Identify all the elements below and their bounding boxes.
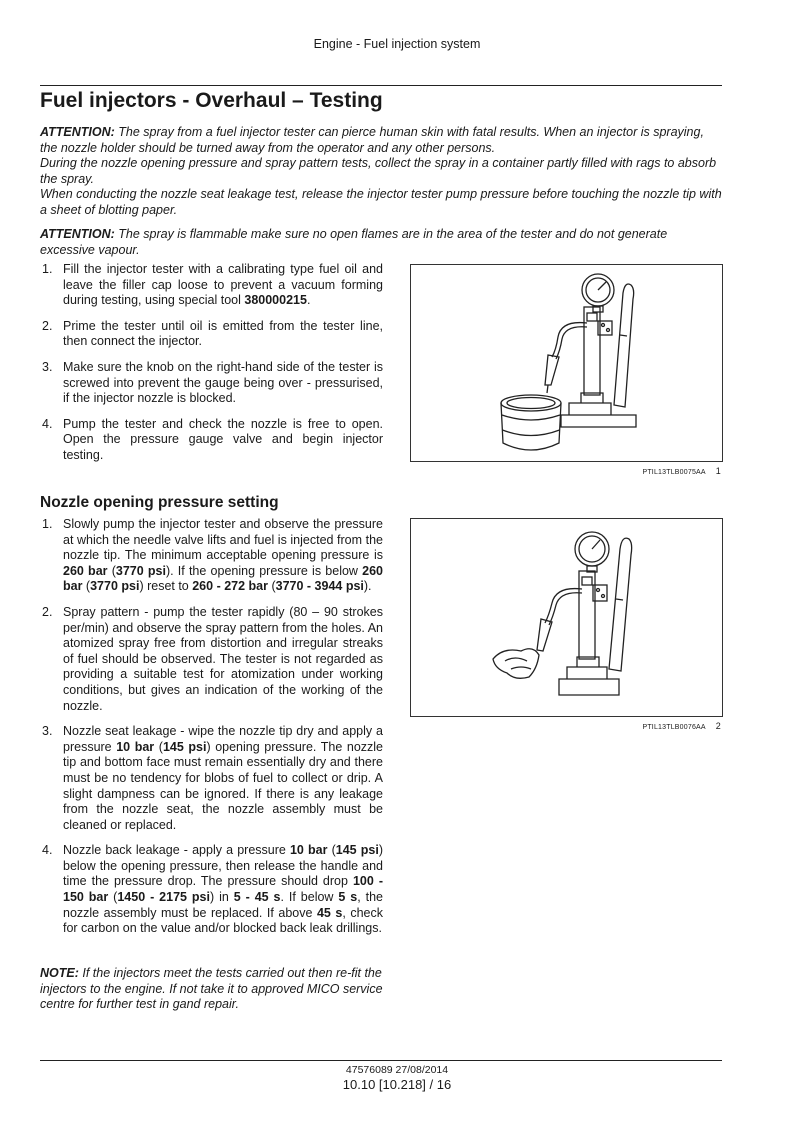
- attention-label: ATTENTION:: [40, 227, 115, 241]
- step-text: Nozzle seat leakage - wipe the nozzle tip dry and apply a pressure: [63, 724, 383, 754]
- note-paragraph: [40, 966, 383, 1013]
- step-text: Pump the tester and check the nozzle is free to open. Open the pressure gauge valve and begin injector testing.: [63, 416, 383, 462]
- page-title: Fuel injectors - Overhaul – Testing: [40, 89, 383, 112]
- pressure-value: 3770 psi: [90, 579, 140, 594]
- time-value: 45 s: [316, 905, 343, 920]
- step-text: , check for carbon on the value and/or blocked back leak drillings.: [63, 905, 383, 936]
- high-pressure-line: [545, 589, 582, 623]
- footer-rule: [40, 1060, 722, 1061]
- step-text: (: [107, 563, 116, 578]
- step-text: , the nozzle assembly must be replaced. If above: [63, 890, 384, 920]
- step-text: Make sure the knob on the right-hand side of the tester is screwed into prevent the gauge being over - pressurised, if the injector nozzle is blocked.: [63, 359, 383, 406]
- pressure-value: 260 bar: [63, 563, 384, 594]
- step-text: ) in: [209, 890, 234, 905]
- pressure-value: 3770 - 3944 psi: [275, 579, 364, 594]
- step-text: (: [267, 579, 276, 594]
- step-text: Spray pattern - pump the tester rapidly (80 – 90 strokes per/min) and observe the spray pattern from the holes. An atomized spray free from distortion and irregular streaks of fuel should be observed. The tester is not regarded as providing a suitable test for atomization under working conditions, but gives an indication of the working of the nozzle.: [63, 604, 383, 713]
- attention-text-3: When conducting the nozzle seat leakage test, release the injector tester pump pressure before touching the nozzle tip with a sheet of blotting paper.: [40, 187, 722, 217]
- running-header: Engine - Fuel injection system: [313, 37, 481, 51]
- list-item: [40, 605, 383, 714]
- step-number: 2.: [42, 318, 53, 333]
- section-heading: Nozzle opening pressure setting: [40, 494, 279, 511]
- figure-1-caption: [410, 466, 721, 476]
- step-text: Fill the injector tester with a calibrating type fuel oil and leave the filler cap loose to prevent a vacuum forming during testing, using special tool: [63, 262, 383, 308]
- high-pressure-line: [552, 323, 587, 357]
- step-text: Slowly pump the injector tester and observe the pressure at which the needle valve lifts and fuel is injected from the nozzle tip. The minimum acceptable opening pressure is: [63, 517, 383, 563]
- list-item: [40, 517, 383, 595]
- step-text: ).: [363, 579, 372, 594]
- header-rule: [40, 85, 722, 86]
- list-item: [40, 724, 383, 833]
- figure-number: 2: [715, 721, 721, 731]
- attention-text-1: The spray from a fuel injector tester can pierce human skin with fatal results. When an injector is spraying, the nozzle holder should be turned away from the operator and any other persons.: [40, 125, 704, 155]
- step-text-tail: .: [306, 293, 311, 308]
- step-number: 4.: [42, 843, 53, 858]
- tester-base: [559, 679, 619, 695]
- step-text: (: [108, 890, 118, 905]
- pump-lever: [609, 538, 632, 671]
- step-text: . If below: [280, 890, 339, 905]
- step-text: Prime the tester until oil is emitted from the tester line, then connect the injector.: [63, 318, 383, 349]
- step-number: 2.: [42, 604, 53, 619]
- list-item: [40, 360, 383, 407]
- attention-warning-2: [40, 227, 722, 258]
- attention-text: The spray is flammable make sure no open flames are in the area of the tester and do not generate excessive vapour.: [40, 227, 668, 257]
- special-tool-number: 380000215: [244, 293, 307, 308]
- step-text: ) below the opening pressure, then release the handle and time the pressure drop. The pressure should drop: [63, 843, 383, 889]
- time-value: 5 - 45 s: [233, 890, 281, 905]
- step-text: (: [82, 579, 91, 594]
- step-text: (: [327, 843, 336, 858]
- note-label: NOTE:: [40, 966, 79, 980]
- injector-tester-illustration: [411, 519, 722, 716]
- step-number: 1.: [42, 262, 53, 276]
- pressure-value: 145 psi: [162, 739, 207, 754]
- pressure-value: 260 bar: [63, 563, 108, 578]
- pressure-value: 145 psi: [335, 843, 379, 858]
- step-number: 4.: [42, 416, 53, 431]
- list-item: [40, 843, 383, 937]
- document-reference: 47576089 27/08/2014: [345, 1064, 449, 1076]
- list-item: [40, 417, 383, 464]
- figure-code: PTIL13TLB0076AA: [642, 724, 706, 731]
- figure-2-injector-tester-with-rag: [410, 518, 723, 717]
- figure-code: PTIL13TLB0075AA: [642, 469, 706, 476]
- list-item: [40, 262, 383, 309]
- tester-base: [561, 415, 636, 427]
- step-text: ) reset to: [139, 579, 193, 594]
- step-number: 3.: [42, 359, 53, 374]
- list-item: [40, 319, 383, 350]
- pump-lever: [614, 284, 634, 407]
- step-text: Nozzle back leakage - apply a pressure: [63, 843, 290, 858]
- figure-number: 1: [715, 466, 721, 476]
- blotting-rag: [493, 649, 539, 679]
- time-value: 5 s: [338, 890, 358, 905]
- attention-text-2: During the nozzle opening pressure and spray pattern tests, collect the spray in a container partly filled with rags to absorb the spray.: [40, 156, 717, 186]
- step-text: ). If the opening pressure is below: [165, 563, 363, 578]
- pressure-value: 3770 psi: [115, 563, 166, 578]
- pressure-value: 10 bar: [289, 843, 328, 858]
- pressure-value: 260 - 272 bar: [192, 579, 268, 594]
- step-number: 3.: [42, 724, 53, 739]
- note-text: If the injectors meet the tests carried out then re-fit the injectors to the engine. If not take it to approved MICO service centre for further test in gand repair.: [40, 966, 383, 1012]
- figure-1-injector-tester-with-container: [410, 264, 723, 462]
- step-number: 1.: [42, 517, 53, 531]
- step-text: (: [154, 739, 163, 754]
- tester-prep-steps: [40, 262, 383, 474]
- attention-label: ATTENTION:: [40, 125, 115, 139]
- page-number: 10.10 [10.218] / 16: [342, 1077, 452, 1092]
- pressure-value: 1450 - 2175 psi: [117, 890, 210, 905]
- injector-tester-illustration: [411, 265, 722, 461]
- figure-2-caption: [410, 721, 721, 731]
- pressure-value: 100 - 150 bar: [63, 874, 383, 905]
- injector: [545, 355, 559, 385]
- pressure-value: 10 bar: [116, 739, 155, 754]
- step-text: ) opening pressure. The nozzle tip and bottom face must remain essentially dry and there must be no tendency for blobs of fuel to collect or drip. A slight dampness can be ignored. If there is any leakage from the nozzle seat, the nozzle assembly must be cleaned or replaced.: [63, 739, 384, 832]
- attention-warning-1: [40, 125, 722, 219]
- nozzle-test-steps: [40, 517, 383, 947]
